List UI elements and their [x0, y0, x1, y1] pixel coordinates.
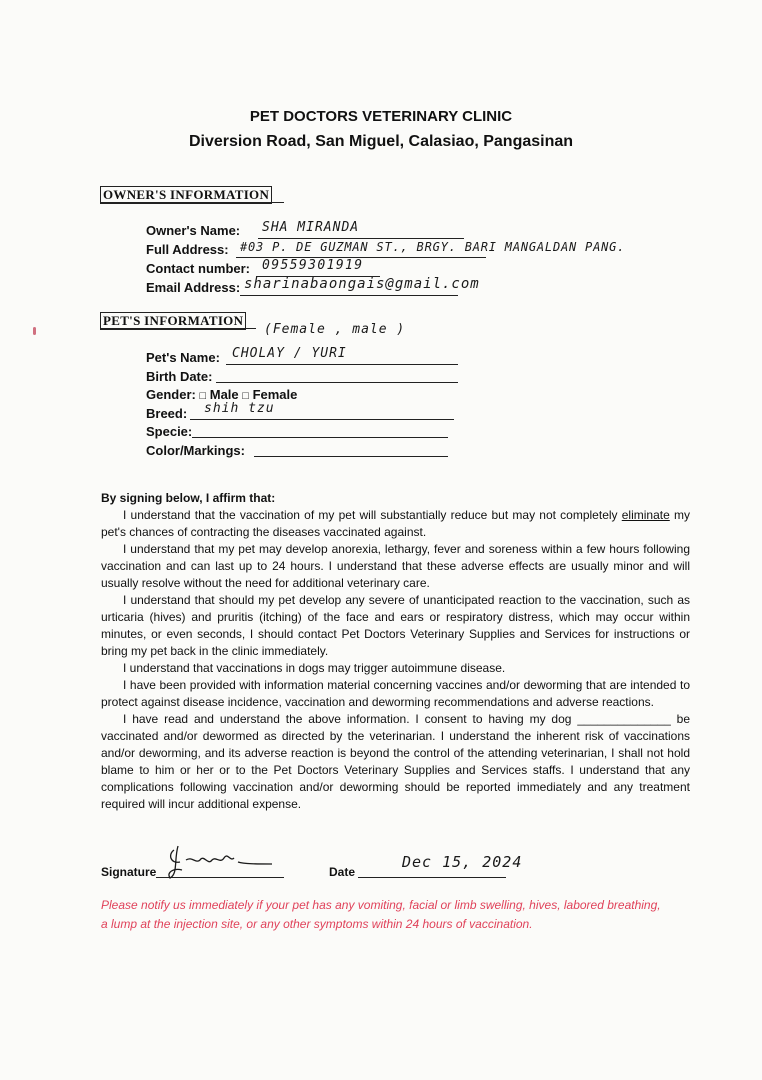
contact-number-label: Contact number:: [146, 261, 250, 276]
pet-section-title: PET'S INFORMATION: [100, 312, 246, 330]
owner-name-value[interactable]: SHA MIRANDA: [262, 220, 360, 235]
color-markings-label: Color/Markings:: [146, 443, 245, 458]
affirmation-p3: I understand that should my pet develop any severe of unanticipated reaction to the vaccination, such as urticaria (hives) and pruritis (itching) of the face and ears or respiratory distress, which may occur within minutes, or even seconds, I should contact Pet Doctors Veterinary Supplies and Services for instructions or bring my pet back in the clinic immediately.: [101, 593, 690, 658]
birth-date-label: Birth Date:: [146, 369, 213, 384]
affirmation-p6: I have read and understand the above information. I consent to having my dog ______________ be vaccinated and/or dewormed as directed by the veterinarian. I understand the inherent risk of vaccinations and/or deworming, and its adverse reaction is beyond the control of the attending veterinarian, I shall not hold blame to him or her or to the Pet Doctors Veterinary Supplies and Services staffs. I understand that any complications following vaccination and/or deworming should be reported immediately and any treatment required will incur additional expense.: [101, 712, 691, 811]
affirmation-p1: I understand that the vaccination of my pet will substantially reduce but may not completely eliminate my pet's chances of contracting the diseases vaccinated against.: [101, 508, 690, 539]
clinic-address: Diversion Road, San Miguel, Calasiao, Pangasinan: [188, 133, 574, 150]
female-checkbox[interactable]: □: [242, 390, 249, 402]
gender-label: Gender:: [146, 387, 196, 402]
birth-date-line: [216, 382, 458, 383]
date-label: Date: [329, 865, 356, 879]
pet-name-value[interactable]: CHOLAY / YURI: [232, 346, 347, 361]
owner-section-title: OWNER'S INFORMATION: [100, 186, 272, 204]
breed-line: [190, 419, 454, 420]
email-value[interactable]: sharinabaongais@gmail.com: [244, 276, 480, 292]
full-address-label: Full Address:: [146, 242, 229, 257]
owner-section-underline: [100, 202, 284, 203]
signature-label: Signature: [101, 865, 157, 879]
female-label: Female: [252, 387, 298, 402]
date-line: [358, 877, 506, 878]
breed-label: Breed:: [146, 406, 188, 421]
pet-name-line: [226, 364, 458, 365]
specie-label: Specie:: [146, 424, 193, 439]
affirmation-p5: I have been provided with information material concerning vaccines and/or deworming that are intended to protect against disease incidence, vaccination and deworming recommendations and adverse reactions.: [101, 678, 690, 709]
contact-number-value[interactable]: 09559301919: [262, 258, 364, 273]
male-label: Male: [209, 387, 239, 402]
email-line: [240, 295, 458, 296]
clinic-name: PET DOCTORS VETERINARY CLINIC: [249, 108, 513, 125]
affirmation-p4: I understand that vaccinations in dogs may trigger autoimmune disease.: [123, 661, 506, 675]
signature-drawing[interactable]: [160, 842, 290, 882]
affirmation-heading: By signing below, I affirm that:: [101, 491, 276, 505]
male-checkbox[interactable]: □: [199, 390, 207, 402]
affirmation-body: [101, 490, 690, 813]
full-address-value[interactable]: #03 P. DE GUZMAN ST., BRGY. BARI MANGALDAN PANG.: [240, 240, 626, 254]
affirmation-p2: I understand that my pet may develop anorexia, lethargy, fever and soreness within a few hours following vaccination and can last up to 24 hours. I understand that these adverse effects are usually minor and will usually resolve without the need for additional veterinary care.: [101, 542, 690, 590]
breed-value[interactable]: shih tzu: [204, 401, 275, 416]
color-markings-line: [254, 456, 448, 457]
stray-mark: [33, 327, 36, 335]
gender-note: (Female , male ): [264, 322, 406, 337]
pet-section-underline: [100, 328, 256, 329]
pet-name-label: Pet's Name:: [146, 350, 220, 365]
date-value[interactable]: Dec 15, 2024: [402, 853, 523, 871]
email-label: Email Address:: [146, 280, 241, 295]
specie-line: [192, 437, 448, 438]
owner-name-label: Owner's Name:: [146, 223, 241, 238]
dog-name-blank[interactable]: ______________: [577, 712, 671, 726]
notice-text: Please notify us immediately if your pet has any vomiting, facial or limb swelling, hives, labored breathing, a lump at the injection site, or any other symptoms within 24 hours of vaccination.: [101, 898, 661, 931]
